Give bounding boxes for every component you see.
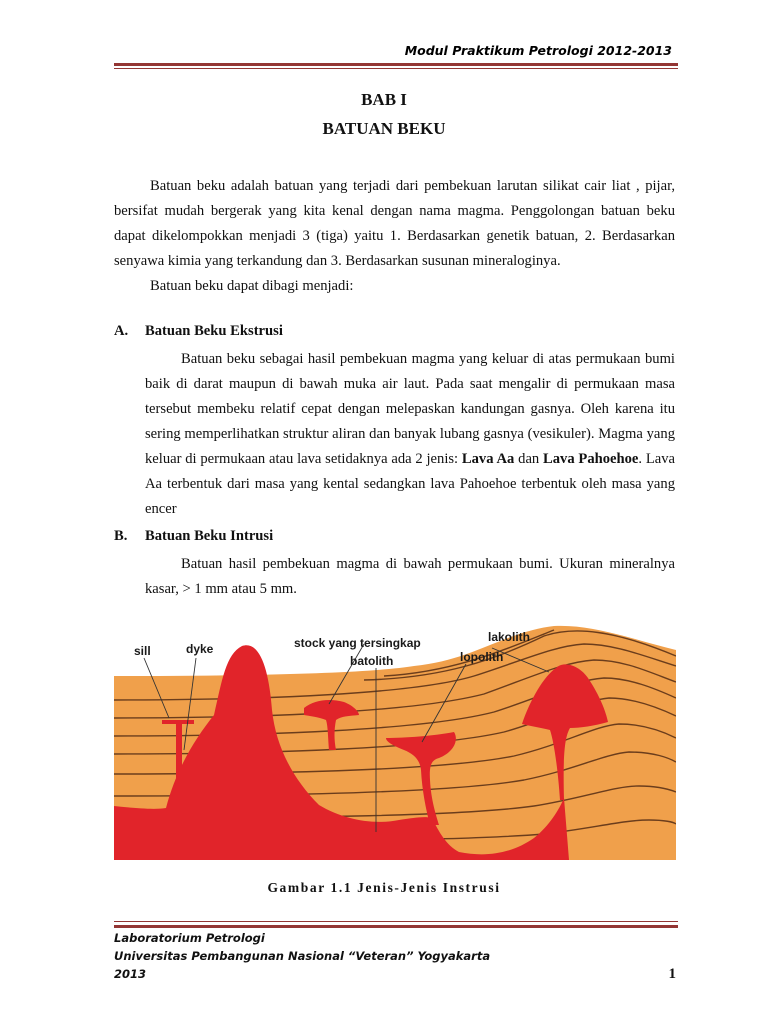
- intro-block: [114, 174, 675, 299]
- lava-aa-term: Lava Aa: [461, 451, 515, 467]
- intrusion-diagram: [114, 620, 676, 860]
- header-rule-thin: [114, 68, 678, 69]
- label-sill: sill: [134, 644, 151, 658]
- footer-university: Universitas Pembangunan Nasional “Veteran” Yogyakarta: [114, 949, 491, 963]
- section-b-label: B.: [114, 528, 128, 544]
- running-header: Modul Praktikum Petrologi 2012-2013: [404, 43, 672, 58]
- label-dyke: dyke: [186, 642, 214, 656]
- section-b-title: Batuan Beku Intrusi: [145, 528, 274, 544]
- division-sentence: Batuan beku dapat dibagi menjadi:: [150, 278, 354, 294]
- section-a-body: [145, 347, 675, 522]
- section-a-conj: dan: [514, 451, 543, 467]
- label-stock: stock yang tersingkap: [294, 636, 421, 650]
- page-number: 1: [668, 966, 676, 982]
- intro-paragraph: Batuan beku adalah batuan yang terjadi dari pembekuan larutan silikat cair liat , pijar, bersifat mudah bergerak yang kita kenal dengan nama magma. Penggolongan batuan beku dapat dikelompokkan menjadi 3 (tiga) yaitu 1. Berdasarkan genetik batuan, 2. Berdasarkan senyawa kimia yang terkandung dan 3. Berdasarkan susunan mineraloginya.: [114, 178, 675, 269]
- chapter-title: BATUAN BEKU: [322, 119, 446, 138]
- header-rule-thick: [114, 63, 678, 66]
- footer-rule-thick: [114, 925, 678, 928]
- section-a-label: A.: [114, 323, 129, 339]
- lava-pahoehoe-term: Lava Pahoehoe: [543, 451, 639, 467]
- section-a-text-1: Batuan beku sebagai hasil pembekuan magma yang keluar di atas permukaan bumi baik di darat maupun di bawah muka air laut. Pada saat mengalir di permukaan masa tersebut membeku relatif cepat dengan melepaskan kandungan gasnya. Oleh karena itu sering memperlihatkan struktur aliran dan banyak lubang gasnya (vesikuler). Magma yang keluar di permukaan atau lava setidaknya ada 2 jenis:: [145, 351, 675, 467]
- footer-rule-thin: [114, 921, 678, 922]
- section-a-text-2: . Lava Aa terbentuk dari masa yang kental sedangkan lava Pahoehoe terbentuk oleh masa yang encer: [145, 451, 676, 517]
- section-a-title: Batuan Beku Ekstrusi: [145, 323, 283, 339]
- label-lakolith: lakolith: [488, 630, 531, 644]
- footer-lab: Laboratorium Petrologi: [114, 931, 265, 945]
- section-b-body: [145, 552, 675, 602]
- chapter-number: BAB I: [361, 90, 407, 109]
- label-batolith: batolith: [350, 654, 394, 668]
- section-b-text: Batuan hasil pembekuan magma di bawah permukaan bumi. Ukuran mineralnya kasar, > 1 mm atau 5 mm.: [145, 556, 675, 597]
- figure-caption: Gambar 1.1 Jenis-Jenis Instrusi: [267, 880, 501, 895]
- label-lopolith: lopolith: [460, 650, 504, 664]
- footer-year: 2013: [114, 967, 147, 981]
